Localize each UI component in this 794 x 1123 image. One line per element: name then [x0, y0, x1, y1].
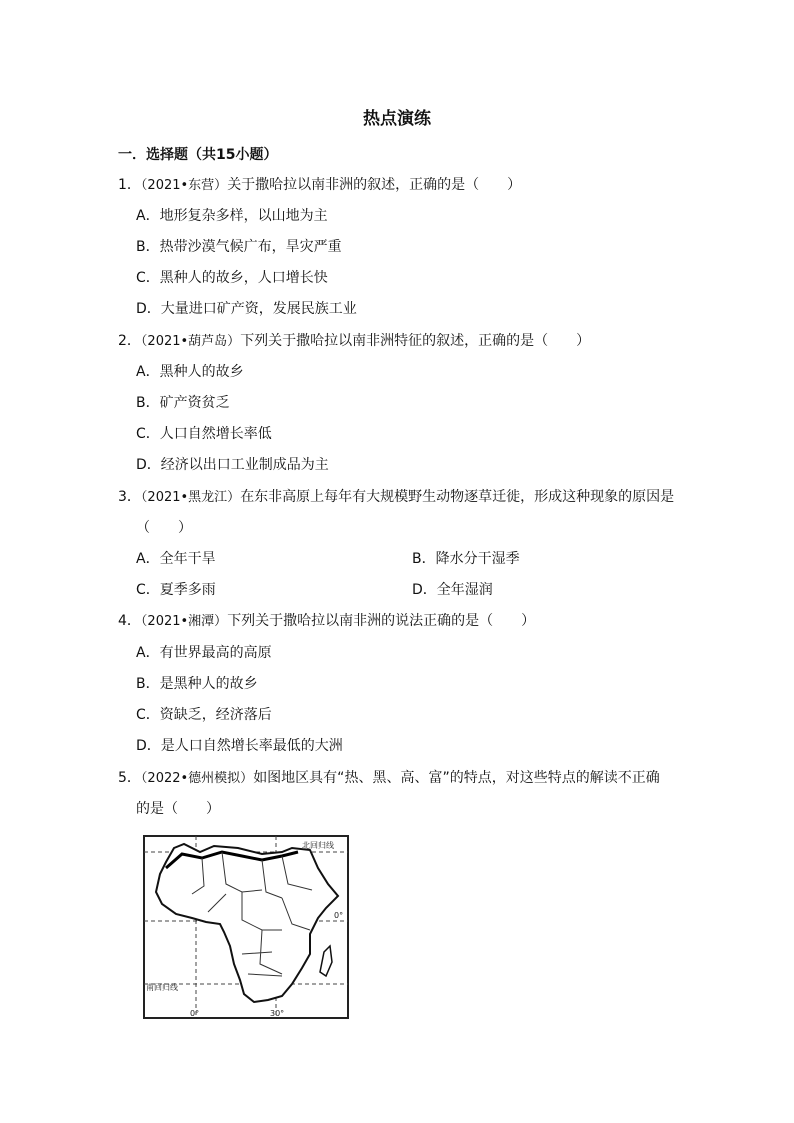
- question-5-stem: [118, 768, 660, 789]
- option-b: B．矿产资贫乏: [136, 395, 230, 411]
- question-number: 5．: [118, 770, 141, 786]
- question-text: 如图地区具有“热、黑、高、富”的特点，对这些特点的解读不正确: [253, 770, 660, 786]
- label-longitude-0: 0°: [190, 1009, 200, 1018]
- question-source: （2021•东营）: [140, 178, 228, 193]
- option-c: C．夏季多雨: [136, 582, 216, 598]
- question-3-stem: [118, 487, 674, 508]
- option-a: A．全年干旱: [136, 551, 216, 567]
- option-a: A．地形复杂多样，以山地为主: [136, 208, 328, 224]
- question-text: 关于撒哈拉以南非洲的叙述，正确的是（ ）: [227, 177, 522, 193]
- option-b: B．热带沙漠气候广布，旱灾严重: [136, 239, 342, 255]
- option-d: D．全年湿润: [412, 582, 493, 598]
- option-b: B．是黑种人的故乡: [136, 676, 258, 692]
- question-3-stem-continued: （ ）: [136, 520, 192, 536]
- question-1-stem: [118, 175, 521, 196]
- label-tropic-of-capricorn: 南回归线: [146, 983, 178, 992]
- question-4-stem: [118, 611, 535, 632]
- question-number: 3．: [118, 489, 141, 505]
- page-title: 热点演练: [363, 109, 431, 129]
- question-number: 2．: [118, 333, 141, 349]
- question-source: （2022•德州模拟）: [140, 771, 254, 786]
- section-heading: 一．选择题（共15小题）: [118, 147, 278, 163]
- option-c: C．黑种人的故乡，人口增长快: [136, 270, 328, 286]
- question-source: （2021•湘潭）: [140, 614, 228, 629]
- question-source: （2021•黑龙江）: [140, 490, 241, 505]
- question-source: （2021•葫芦岛）: [140, 334, 241, 349]
- question-text: 在东非高原上每年有大规模野生动物逐草迁徙，形成这种现象的原因是: [240, 489, 675, 505]
- label-longitude-30: 30°: [270, 1009, 285, 1018]
- option-d: D．经济以出口工业制成品为主: [136, 457, 329, 473]
- option-a: A．黑种人的故乡: [136, 364, 244, 380]
- label-equator: 0°: [334, 911, 344, 920]
- africa-map-figure: [142, 834, 350, 1020]
- option-a: A．有世界最高的高原: [136, 645, 272, 661]
- question-2-stem: [118, 331, 590, 352]
- option-c: C．人口自然增长率低: [136, 426, 272, 442]
- question-text: 下列关于撒哈拉以南非洲特征的叙述，正确的是（ ）: [240, 333, 591, 349]
- question-text: 下列关于撒哈拉以南非洲的说法正确的是（ ）: [227, 613, 536, 629]
- option-b: B．降水分干湿季: [412, 551, 520, 567]
- question-5-stem-continued: 的是（ ）: [136, 801, 220, 817]
- option-d: D．大量进口矿产资，发展民族工业: [136, 301, 357, 317]
- question-number: 1．: [118, 177, 141, 193]
- option-d: D．是人口自然增长率最低的大洲: [136, 738, 343, 754]
- label-tropic-of-cancer: 北回归线: [302, 841, 334, 850]
- option-c: C．资缺乏，经济落后: [136, 707, 272, 723]
- question-number: 4．: [118, 613, 141, 629]
